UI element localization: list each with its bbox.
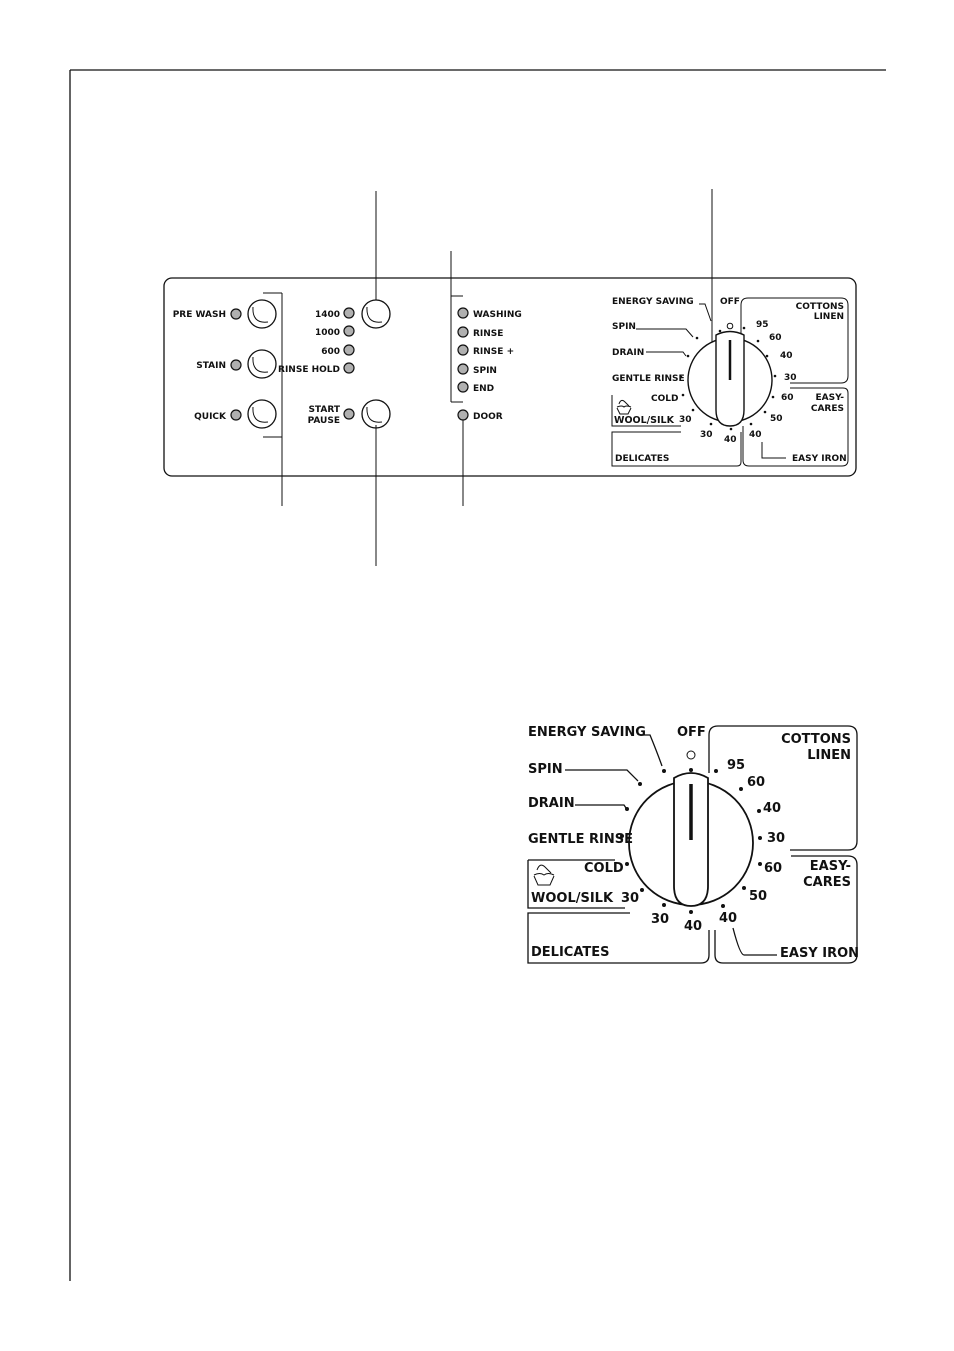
door-label: DOOR bbox=[473, 412, 503, 422]
start-pause-button[interactable] bbox=[362, 400, 390, 428]
large-cottons-label: COTTONS bbox=[781, 732, 851, 747]
large-off-label: OFF bbox=[677, 725, 706, 740]
rinse-plus-led bbox=[458, 345, 468, 355]
small-cold-label: COLD bbox=[651, 394, 679, 404]
large-del-30: 30 bbox=[651, 912, 670, 927]
option-label-stain: STAIN bbox=[196, 361, 226, 371]
large-easy-50: 50 bbox=[749, 889, 768, 904]
large-easyiron-leader bbox=[733, 928, 777, 955]
spin-speed-1400: 1400 bbox=[314, 310, 340, 320]
small-off-label: OFF bbox=[720, 297, 740, 307]
option-quick bbox=[194, 400, 276, 428]
phase-end: END bbox=[473, 384, 495, 394]
spin-speed-1000: 1000 bbox=[314, 328, 340, 338]
small-wool-silk-label: WOOL/SILK bbox=[614, 415, 674, 426]
large-easy-iron-label: EASY IRON bbox=[780, 946, 860, 961]
small-energy-leader bbox=[699, 304, 711, 321]
small-linen-label: LINEN bbox=[813, 312, 844, 322]
pause-label: PAUSE bbox=[307, 416, 340, 426]
phase-washing: WASHING bbox=[473, 310, 522, 320]
small-del-40: 40 bbox=[724, 435, 737, 445]
spin-speed-button[interactable] bbox=[362, 300, 390, 328]
small-spin-label: SPIN bbox=[612, 322, 636, 332]
spin-speed-600: 600 bbox=[321, 347, 340, 357]
spin-rinse-hold: RINSE HOLD bbox=[278, 365, 340, 375]
large-wool-30: 30 bbox=[621, 891, 640, 906]
hand-wash-icon bbox=[534, 865, 554, 885]
quick-led bbox=[231, 410, 241, 420]
large-cold-label: COLD bbox=[584, 861, 624, 876]
large-easy-label: EASY- bbox=[809, 859, 851, 874]
button-arc-icon bbox=[253, 357, 268, 372]
large-cottons-95: 95 bbox=[727, 758, 746, 773]
stain-button[interactable] bbox=[248, 350, 276, 378]
spin-1400-led bbox=[344, 308, 354, 318]
large-drain-leader bbox=[575, 805, 626, 808]
spin-600-led bbox=[344, 345, 354, 355]
stain-led bbox=[231, 360, 241, 370]
phase-rinse: RINSE bbox=[473, 329, 504, 339]
small-drain-label: DRAIN bbox=[612, 348, 645, 358]
small-cottons-60: 60 bbox=[769, 333, 782, 343]
large-delicates-label: DELICATES bbox=[531, 945, 610, 960]
prewash-led bbox=[231, 309, 241, 319]
small-drain-leader bbox=[646, 352, 686, 356]
small-cottons-95: 95 bbox=[756, 320, 769, 330]
small-gentle-rinse-label: GENTLE RINSE bbox=[612, 374, 685, 384]
large-easy-60: 60 bbox=[764, 861, 783, 876]
large-cottons-30: 30 bbox=[767, 831, 786, 846]
option-stain bbox=[196, 350, 276, 378]
start-pause-led bbox=[344, 409, 354, 419]
small-easy-label: EASY- bbox=[815, 393, 844, 403]
small-off-marker bbox=[727, 323, 733, 329]
small-del-30: 30 bbox=[700, 430, 713, 440]
large-off-marker bbox=[687, 751, 695, 759]
spin-1000-led bbox=[344, 326, 354, 336]
large-wool-silk-label: WOOL/SILK bbox=[531, 891, 614, 906]
small-delicates-label: DELICATES bbox=[615, 454, 670, 464]
large-programme-dial bbox=[528, 725, 859, 963]
button-arc-icon bbox=[367, 407, 382, 422]
large-spin-label: SPIN bbox=[528, 762, 563, 777]
button-arc-icon bbox=[367, 307, 382, 322]
small-cottons-label: COTTONS bbox=[795, 302, 844, 312]
large-energy-saving-label: ENERGY SAVING bbox=[528, 725, 646, 740]
door-led bbox=[458, 410, 468, 420]
large-linen-label: LINEN bbox=[807, 748, 851, 763]
small-easyiron-leader bbox=[762, 442, 786, 458]
option-label-quick: QUICK bbox=[194, 412, 226, 422]
large-easy-40: 40 bbox=[719, 911, 738, 926]
large-gentle-rinse-label: GENTLE RINSE bbox=[528, 832, 633, 847]
small-energy-saving-label: ENERGY SAVING bbox=[612, 297, 694, 307]
start-label: START bbox=[308, 405, 340, 415]
small-easy-40: 40 bbox=[749, 430, 762, 440]
large-del-40: 40 bbox=[684, 919, 703, 934]
small-easy-iron-label: EASY IRON bbox=[792, 454, 847, 464]
quick-button[interactable] bbox=[248, 400, 276, 428]
rinse-led bbox=[458, 327, 468, 337]
small-programme-dial bbox=[612, 297, 848, 466]
large-drain-label: DRAIN bbox=[528, 796, 575, 811]
phase-spin: SPIN bbox=[473, 366, 497, 376]
phase-rinse-plus: RINSE + bbox=[473, 347, 515, 357]
button-arc-icon bbox=[253, 407, 268, 422]
small-spin-leader bbox=[636, 329, 693, 337]
hand-wash-icon bbox=[617, 400, 631, 414]
large-spin-leader bbox=[565, 770, 638, 781]
large-cares-label: CARES bbox=[803, 875, 851, 890]
option-prewash bbox=[173, 300, 276, 328]
spin-led bbox=[458, 364, 468, 374]
small-easy-60: 60 bbox=[781, 393, 794, 403]
large-cottons-40: 40 bbox=[763, 801, 782, 816]
small-cares-label: CARES bbox=[810, 404, 844, 414]
option-label-prewash: PRE WASH bbox=[172, 310, 226, 320]
small-cottons-30: 30 bbox=[784, 373, 797, 383]
large-cottons-60: 60 bbox=[747, 775, 766, 790]
small-cottons-40: 40 bbox=[780, 351, 793, 361]
small-wool-30: 30 bbox=[679, 415, 692, 425]
small-easy-50: 50 bbox=[770, 414, 783, 424]
end-led bbox=[458, 382, 468, 392]
prewash-button[interactable] bbox=[248, 300, 276, 328]
washing-led bbox=[458, 308, 468, 318]
rinse-hold-led bbox=[344, 363, 354, 373]
button-arc-icon bbox=[253, 307, 268, 322]
